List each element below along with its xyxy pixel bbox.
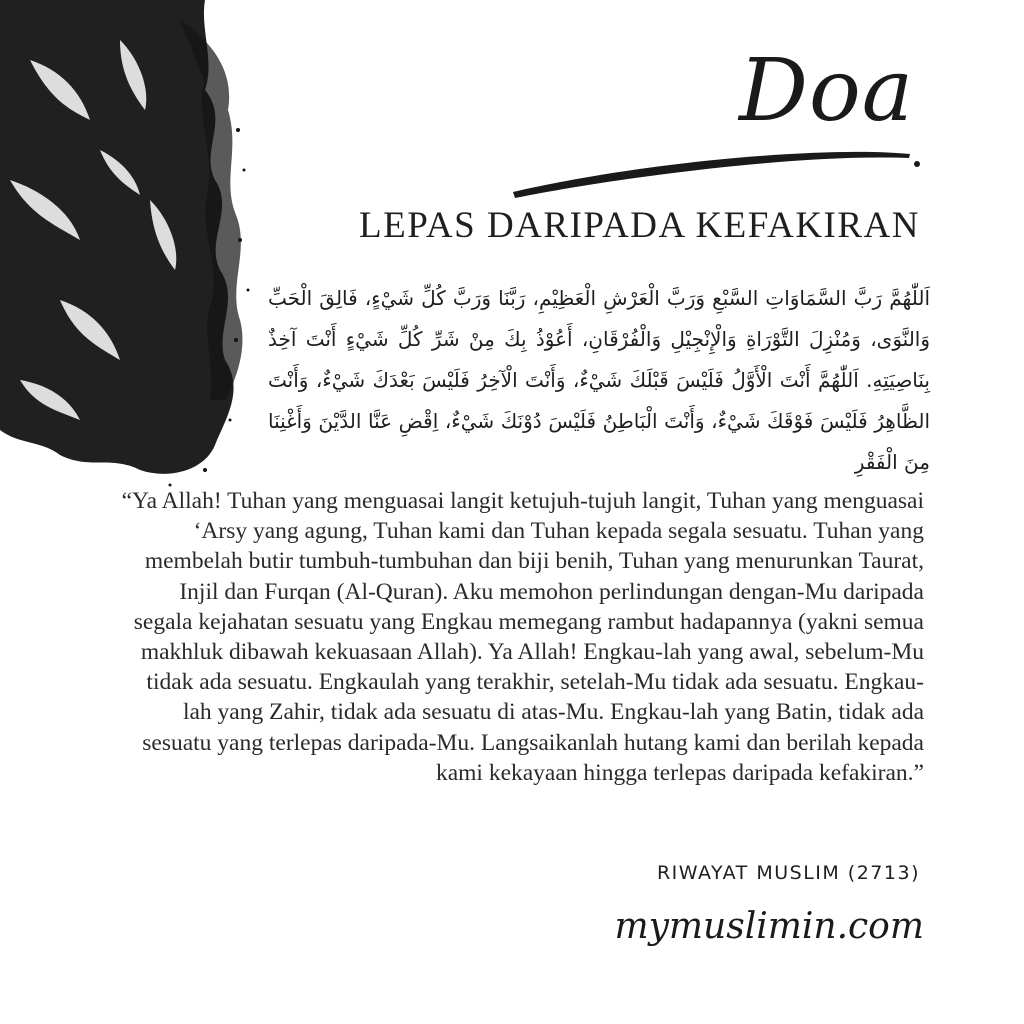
subtitle: LEPAS DARIPADA KEFAKIRAN (359, 205, 920, 246)
hadith-source: RIWAYAT MUSLIM (2713) (656, 862, 920, 884)
translation-text: “Ya Allah! Tuhan yang menguasai langit ketujuh-tujuh langit, Tuhan yang menguasai ‘Arsy yang agung, Tuhan kami dan Tuhan kepada segala sesuatu. Tuhan yang membelah butir tumbuh-tumbuhan dan biji benih, Tuhan yang menurunkan Taurat, Injil dan Furqan (Al-Quran). Aku memohon perlindungan dengan-Mu daripada segala kejahatan sesuatu yang Engkau memegang rambut hadapannya (yakni semua makhluk dibawah kekuasaan Allah). Ya Allah! Engkau-lah yang awal, sebelum-Mu tidak ada sesuatu. Engkaulah yang terakhir, setelah-Mu tidak ada sesuatu. Engkau-lah yang Zahir, tidak ada sesuatu di atas-Mu. Engkau-lah yang Batin, tidak ada sesuatu yang terlepas daripada-Mu. Langsaikanlah hutang kami dan berilah kepada kami kekayaan hingga terlepas daripada kefakiran.” (121, 488, 924, 786)
title-doa: Doa (739, 41, 914, 141)
ink-brush-texture (0, 0, 260, 500)
website-signature: mymuslimin.com (614, 906, 924, 947)
decorative-swoosh (505, 140, 925, 200)
arabic-prayer-text: اَللّٰهُمَّ رَبَّ السَّمَاوَاتِ السَّبْعِ وَرَبَّ الْعَرْشِ الْعَظِيْمِ، رَبَّنَا وَرَبَّ كُلِّ شَيْءٍ، فَالِقَ الْحَبِّ وَالنَّوَى، وَمُنْزِلَ التَّوْرَاةِ وَالْإِنْجِيْلِ وَالْفُرْقَانِ، أَعُوْذُ بِكَ مِنْ شَرِّ كُلِّ شَيْءٍ أَنْتَ آخِذٌ بِنَاصِيَتِهِ. اَللّٰهُمَّ أَنْتَ الْأَوَّلُ فَلَيْسَ قَبْلَكَ شَيْءٌ، وَأَنْتَ الْآخِرُ فَلَيْسَ بَعْدَكَ شَيْءٌ، وَأَنْتَ الظَّاهِرُ فَلَيْسَ فَوْقَكَ شَيْءٌ، وَأَنْتَ الْبَاطِنُ فَلَيْسَ دُوْنَكَ شَيْءٌ، اِقْضِ عَنَّا الدَّيْنَ وَأَغْنِنَا مِنَ الْفَقْرِ (268, 286, 930, 474)
